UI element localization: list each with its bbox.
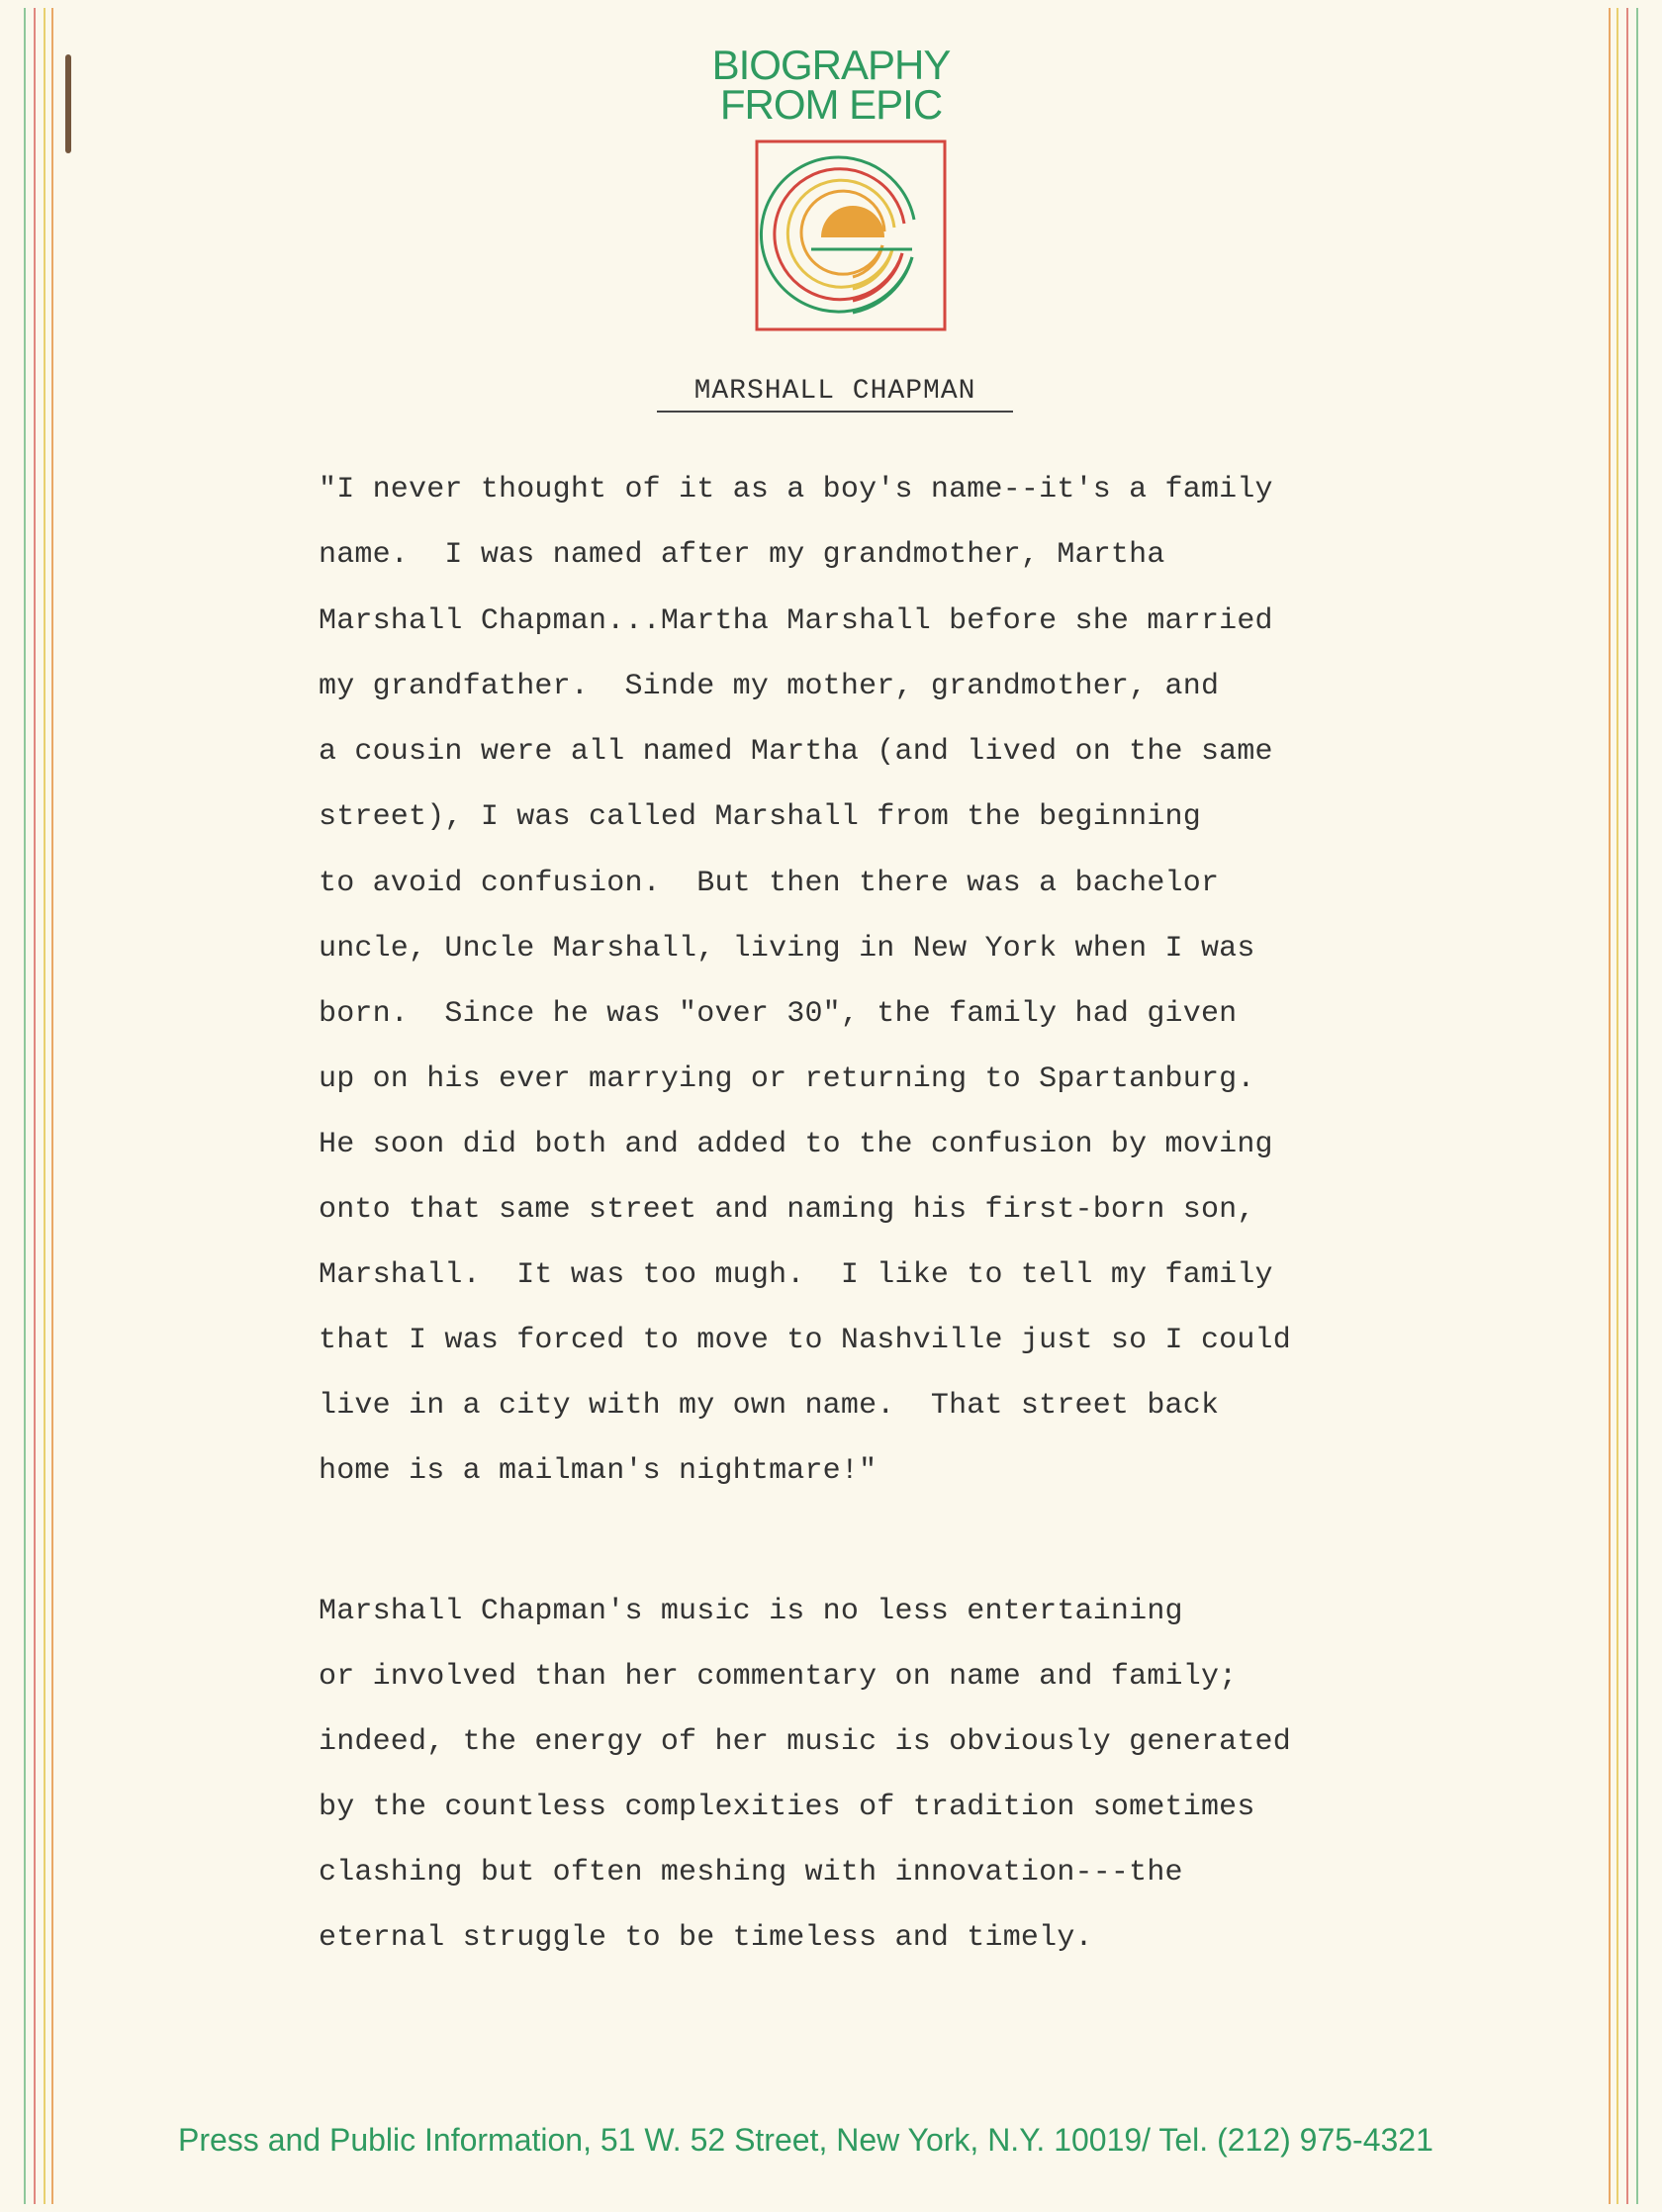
paragraph1-line-12: onto that same street and naming his first-born son,	[319, 1193, 1255, 1227]
paragraph1-line-15: live in a city with my own name. That street back	[319, 1389, 1220, 1423]
paragraph1-line-2: name. I was named after my grandmother, Martha	[319, 538, 1165, 572]
paragraph2-line-1: Marshall Chapman's music is no less entertaining	[319, 1595, 1183, 1628]
letterhead-footer: Press and Public Information, 51 W. 52 Street, New York, N.Y. 10019/ Tel. (212) 975-4321	[178, 2122, 1433, 2158]
paragraph1-line-7: to avoid confusion. But then there was a bachelor	[319, 867, 1220, 900]
left-margin-stripe-green	[24, 8, 26, 2204]
paragraph2-line-3: indeed, the energy of her music is obviously generated	[319, 1725, 1291, 1759]
paragraph1-line-16: home is a mailman's nightmare!"	[319, 1454, 877, 1488]
left-margin-stripe-yellow	[44, 8, 46, 2204]
letterhead-brand	[0, 42, 1662, 128]
right-margin-stripe-red	[1626, 8, 1628, 2204]
right-margin-stripe-orange	[1609, 8, 1611, 2204]
paragraph1-line-13: Marshall. It was too mugh. I like to tell my family	[319, 1258, 1273, 1292]
paragraph1-line-5: a cousin were all named Martha (and lived on the same	[319, 735, 1273, 769]
brand-line-1: BIOGRAPHY	[711, 42, 951, 88]
paragraph1-line-4: my grandfather. Sinde my mother, grandmother, and	[319, 670, 1220, 703]
paragraph2-line-2: or involved than her commentary on name and family;	[319, 1660, 1238, 1694]
document-title: MARSHALL CHAPMAN	[693, 376, 976, 407]
left-margin-stripe-red	[34, 8, 36, 2204]
paragraph2-line-6: eternal struggle to be timeless and timely.	[319, 1921, 1093, 1955]
title-underline	[657, 411, 1013, 413]
right-margin-stripe-green	[1636, 8, 1638, 2204]
paragraph1-line-3: Marshall Chapman...Martha Marshall before she married	[319, 604, 1273, 638]
paragraph2-line-5: clashing but often meshing with innovation---the	[319, 1856, 1183, 1889]
paragraph1-line-8: uncle, Uncle Marshall, living in New York when I was	[319, 932, 1255, 966]
paragraph1-line-14: that I was forced to move to Nashville just so I could	[319, 1324, 1291, 1357]
left-margin-stripe-orange	[51, 8, 53, 2204]
paragraph2-line-4: by the countless complexities of tradition sometimes	[319, 1791, 1255, 1824]
paragraph1-line-10: up on his ever marrying or returning to Spartanburg.	[319, 1062, 1255, 1096]
brand-line-2: FROM EPIC	[719, 81, 943, 128]
epic-sunrise-logo-icon	[754, 138, 948, 332]
paragraph1-line-11: He soon did both and added to the confusion by moving	[319, 1128, 1273, 1161]
right-margin-stripe-yellow	[1616, 8, 1618, 2204]
paragraph1-line-9: born. Since he was "over 30", the family had given	[319, 997, 1238, 1031]
paragraph1-line-1: "I never thought of it as a boy's name--it's a family	[319, 473, 1273, 507]
paragraph1-line-6: street), I was called Marshall from the beginning	[319, 800, 1201, 834]
